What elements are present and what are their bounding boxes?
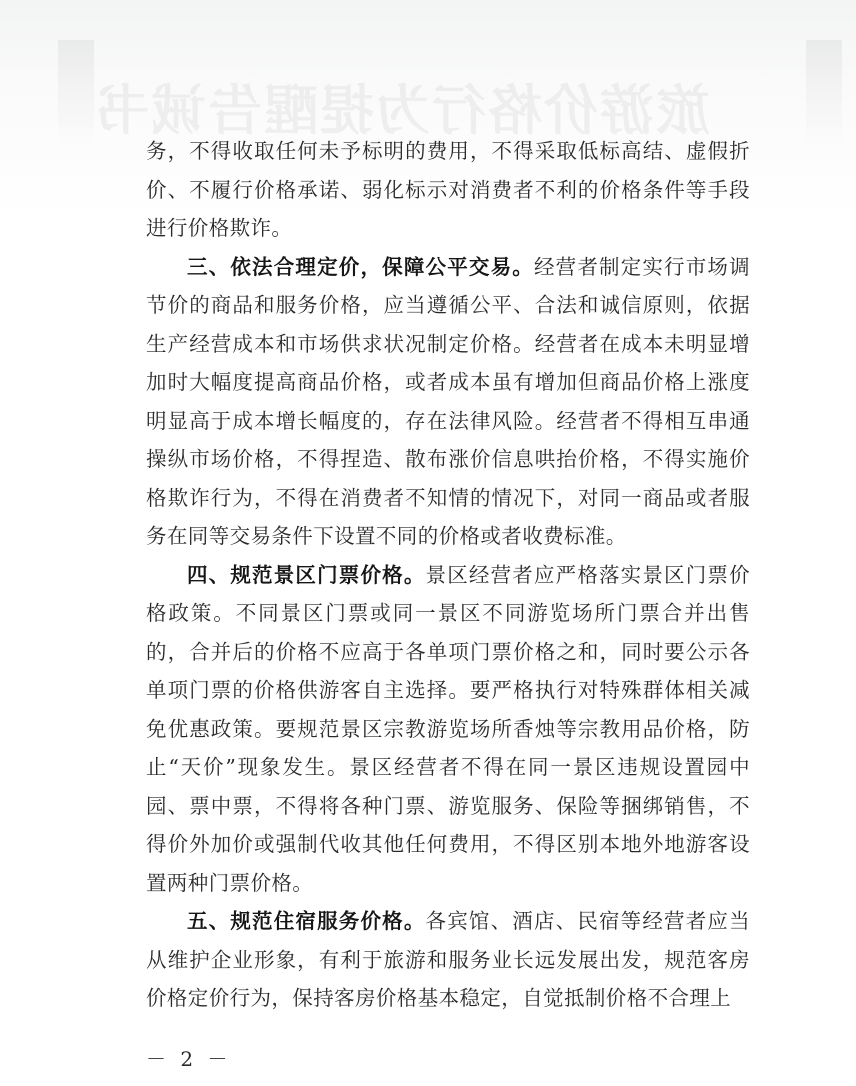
page-number: － 2 －	[146, 1047, 232, 1071]
section-5-text: 各宾馆、酒店、民宿等经营者应当从维护企业形象，有利于旅游和服务业长远发展出发，规范客房价格定价行为，保持客房价格基本稳定，自觉抵制价格不合理上	[146, 909, 751, 1010]
section-5-heading: 五、规范住宿服务价格。	[187, 909, 426, 933]
section-3-text: 经营者制定实行市场调节价的商品和服务价格，应当遵循公平、合法和诚信原则，依据生产经营成本和市场供求状况制定价格。经营者在成本未明显增加时大幅度提高商品价格，或者成本虽有增加但商品价格上涨度明显高于成本增长幅度的，存在法律风险。经营者不得相互串通操纵市场价格，不得捏造、散布涨价信息哄抬价格，不得实施价格欺诈行为，不得在消费者不知情的情况下，对同一商品或者服务在同等交易条件下设置不同的价格或者收费标准。	[146, 254, 751, 548]
scan-shadow-right	[806, 40, 842, 150]
bleed-through-title: 旅游价格行为提醒告诫书	[94, 78, 710, 142]
scan-shadow-left	[58, 40, 94, 150]
paragraph-section-5	[146, 902, 750, 1018]
section-4-text: 景区经营者应严格落实景区门票价格政策。不同景区门票或同一景区不同游览场所门票合并出售的，合并后的价格不应高于各单项门票价格之和，同时要公示各单项门票的价格供游客自主选择。要严格执行对特殊群体相关减免优惠政策。要规范景区宗教游览场所香烛等宗教用品价格，防止“天价”现象发生。景区经营者不得在同一景区违规设置园中园、票中票，不得将各种门票、游览服务、保险等捆绑销售，不得价外加价或强制代收其他任何费用，不得区别本地外地游客设置两种门票价格。	[146, 562, 751, 895]
paragraph-section-3	[146, 248, 750, 556]
document-body	[146, 132, 750, 1018]
section-3-heading: 三、依法合理定价，保障公平交易。	[187, 254, 534, 279]
section-4-heading: 四、规范景区门票价格。	[187, 562, 426, 587]
paragraph-text: 务，不得收取任何未予标明的费用，不得采取低标高结、虚假折价、不履行价格承诺、弱化标示对消费者不利的价格条件等手段进行价格欺诈。	[146, 139, 750, 240]
paragraph-section-4	[146, 556, 750, 903]
paragraph-continuation	[146, 132, 750, 248]
